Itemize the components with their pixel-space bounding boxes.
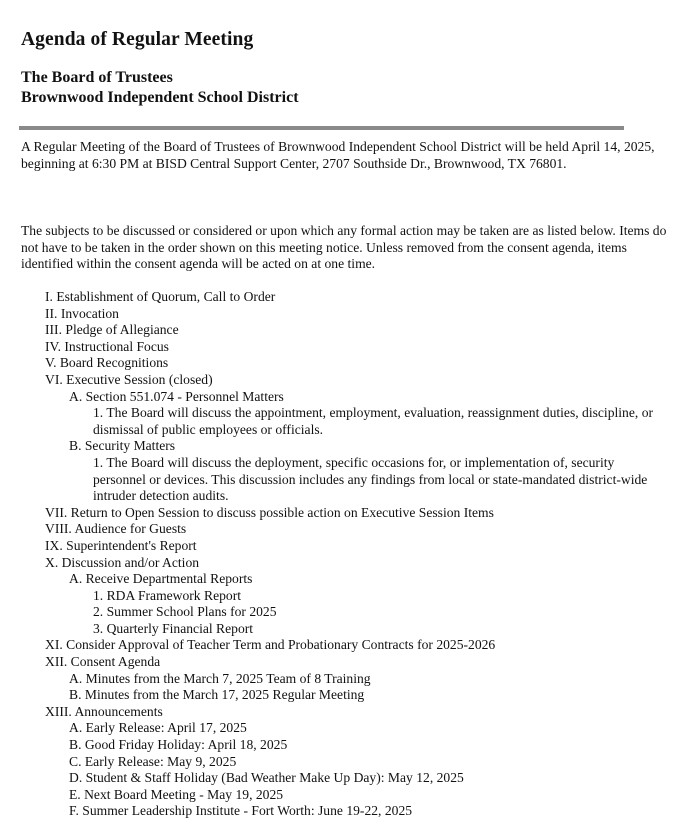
agenda-subitem: E. Next Board Meeting - May 19, 2025	[69, 786, 284, 802]
board-name: The Board of Trustees	[21, 69, 173, 86]
agenda-subitem: F. Summer Leadership Institute - Fort Worth: June 19-22, 2025	[69, 803, 413, 819]
agenda-subitem: B. Security Matters	[69, 438, 176, 454]
agenda-subitem: B. Good Friday Holiday: April 18, 2025	[69, 737, 288, 753]
agenda-subitem: A. Section 551.074 - Personnel Matters	[69, 388, 284, 404]
agenda-detail: 3. Quarterly Financial Report	[93, 620, 254, 636]
agenda-item: X. Discussion and/or Action	[45, 554, 200, 570]
agenda-item: VII. Return to Open Session to discuss possible action on Executive Session Items	[45, 504, 494, 520]
agenda-subitem: B. Minutes from the March 17, 2025 Regular Meeting	[69, 687, 365, 703]
agenda-item: IV. Instructional Focus	[45, 338, 169, 354]
agenda-subitem: A. Receive Departmental Reports	[69, 571, 253, 587]
agenda-item: II. Invocation	[45, 305, 119, 321]
agenda-subitem: A. Early Release: April 17, 2025	[69, 720, 247, 736]
agenda-detail: 1. The Board will discuss the appointment, employment, evaluation, reassignment duties, discipline, or dismissal of public employees or officials.	[93, 405, 654, 437]
agenda-list	[0, 289, 673, 820]
agenda-item: VI. Executive Session (closed)	[45, 371, 213, 387]
agenda-subitem: D. Student & Staff Holiday (Bad Weather Make Up Day): May 12, 2025	[69, 770, 464, 786]
agenda-item: XI. Consider Approval of Teacher Term and Probationary Contracts for 2025-2026	[45, 637, 496, 653]
agenda-detail: 2. Summer School Plans for 2025	[93, 604, 277, 620]
agenda-subitem: C. Early Release: May 9, 2025	[69, 753, 237, 769]
agenda-item: XIII. Announcements	[45, 703, 163, 719]
agenda-item: I. Establishment of Quorum, Call to Order	[45, 289, 276, 304]
agenda-item: V. Board Recognitions	[45, 355, 169, 371]
agenda-notice-paragraph: The subjects to be discussed or considered or upon which any formal action may be taken are as listed below. Items do not have to be taken in the order shown on this meeting notice. Unless removed from the consent agenda, items identified within the consent agenda will be acted on at one time.	[21, 223, 667, 272]
agenda-item: XII. Consent Agenda	[45, 654, 161, 670]
organization-heading	[21, 68, 299, 107]
agenda-detail: 1. The Board will discuss the deployment, specific occasions for, or implementation of, security personnel or devices. This discussion includes any findings from local or state-mandated district-wide intruder detection audits.	[93, 454, 648, 504]
agenda-subitem: A. Minutes from the March 7, 2025 Team of 8 Training	[69, 670, 371, 686]
agenda-item: VIII. Audience for Guests	[45, 521, 187, 537]
header-divider	[19, 126, 624, 130]
agenda-detail: 1. RDA Framework Report	[93, 587, 242, 603]
district-name: Brownwood Independent School District	[21, 88, 299, 106]
agenda-item: III. Pledge of Allegiance	[45, 322, 179, 338]
agenda-item: IX. Superintendent's Report	[45, 537, 197, 553]
page-title: Agenda of Regular Meeting	[21, 29, 254, 50]
meeting-intro-paragraph: A Regular Meeting of the Board of Trustees of Brownwood Independent School District will be held April 14, 2025, beginning at 6:30 PM at BISD Central Support Center, 2707 Southside Dr., Brownwood, TX 76801.	[21, 139, 655, 171]
